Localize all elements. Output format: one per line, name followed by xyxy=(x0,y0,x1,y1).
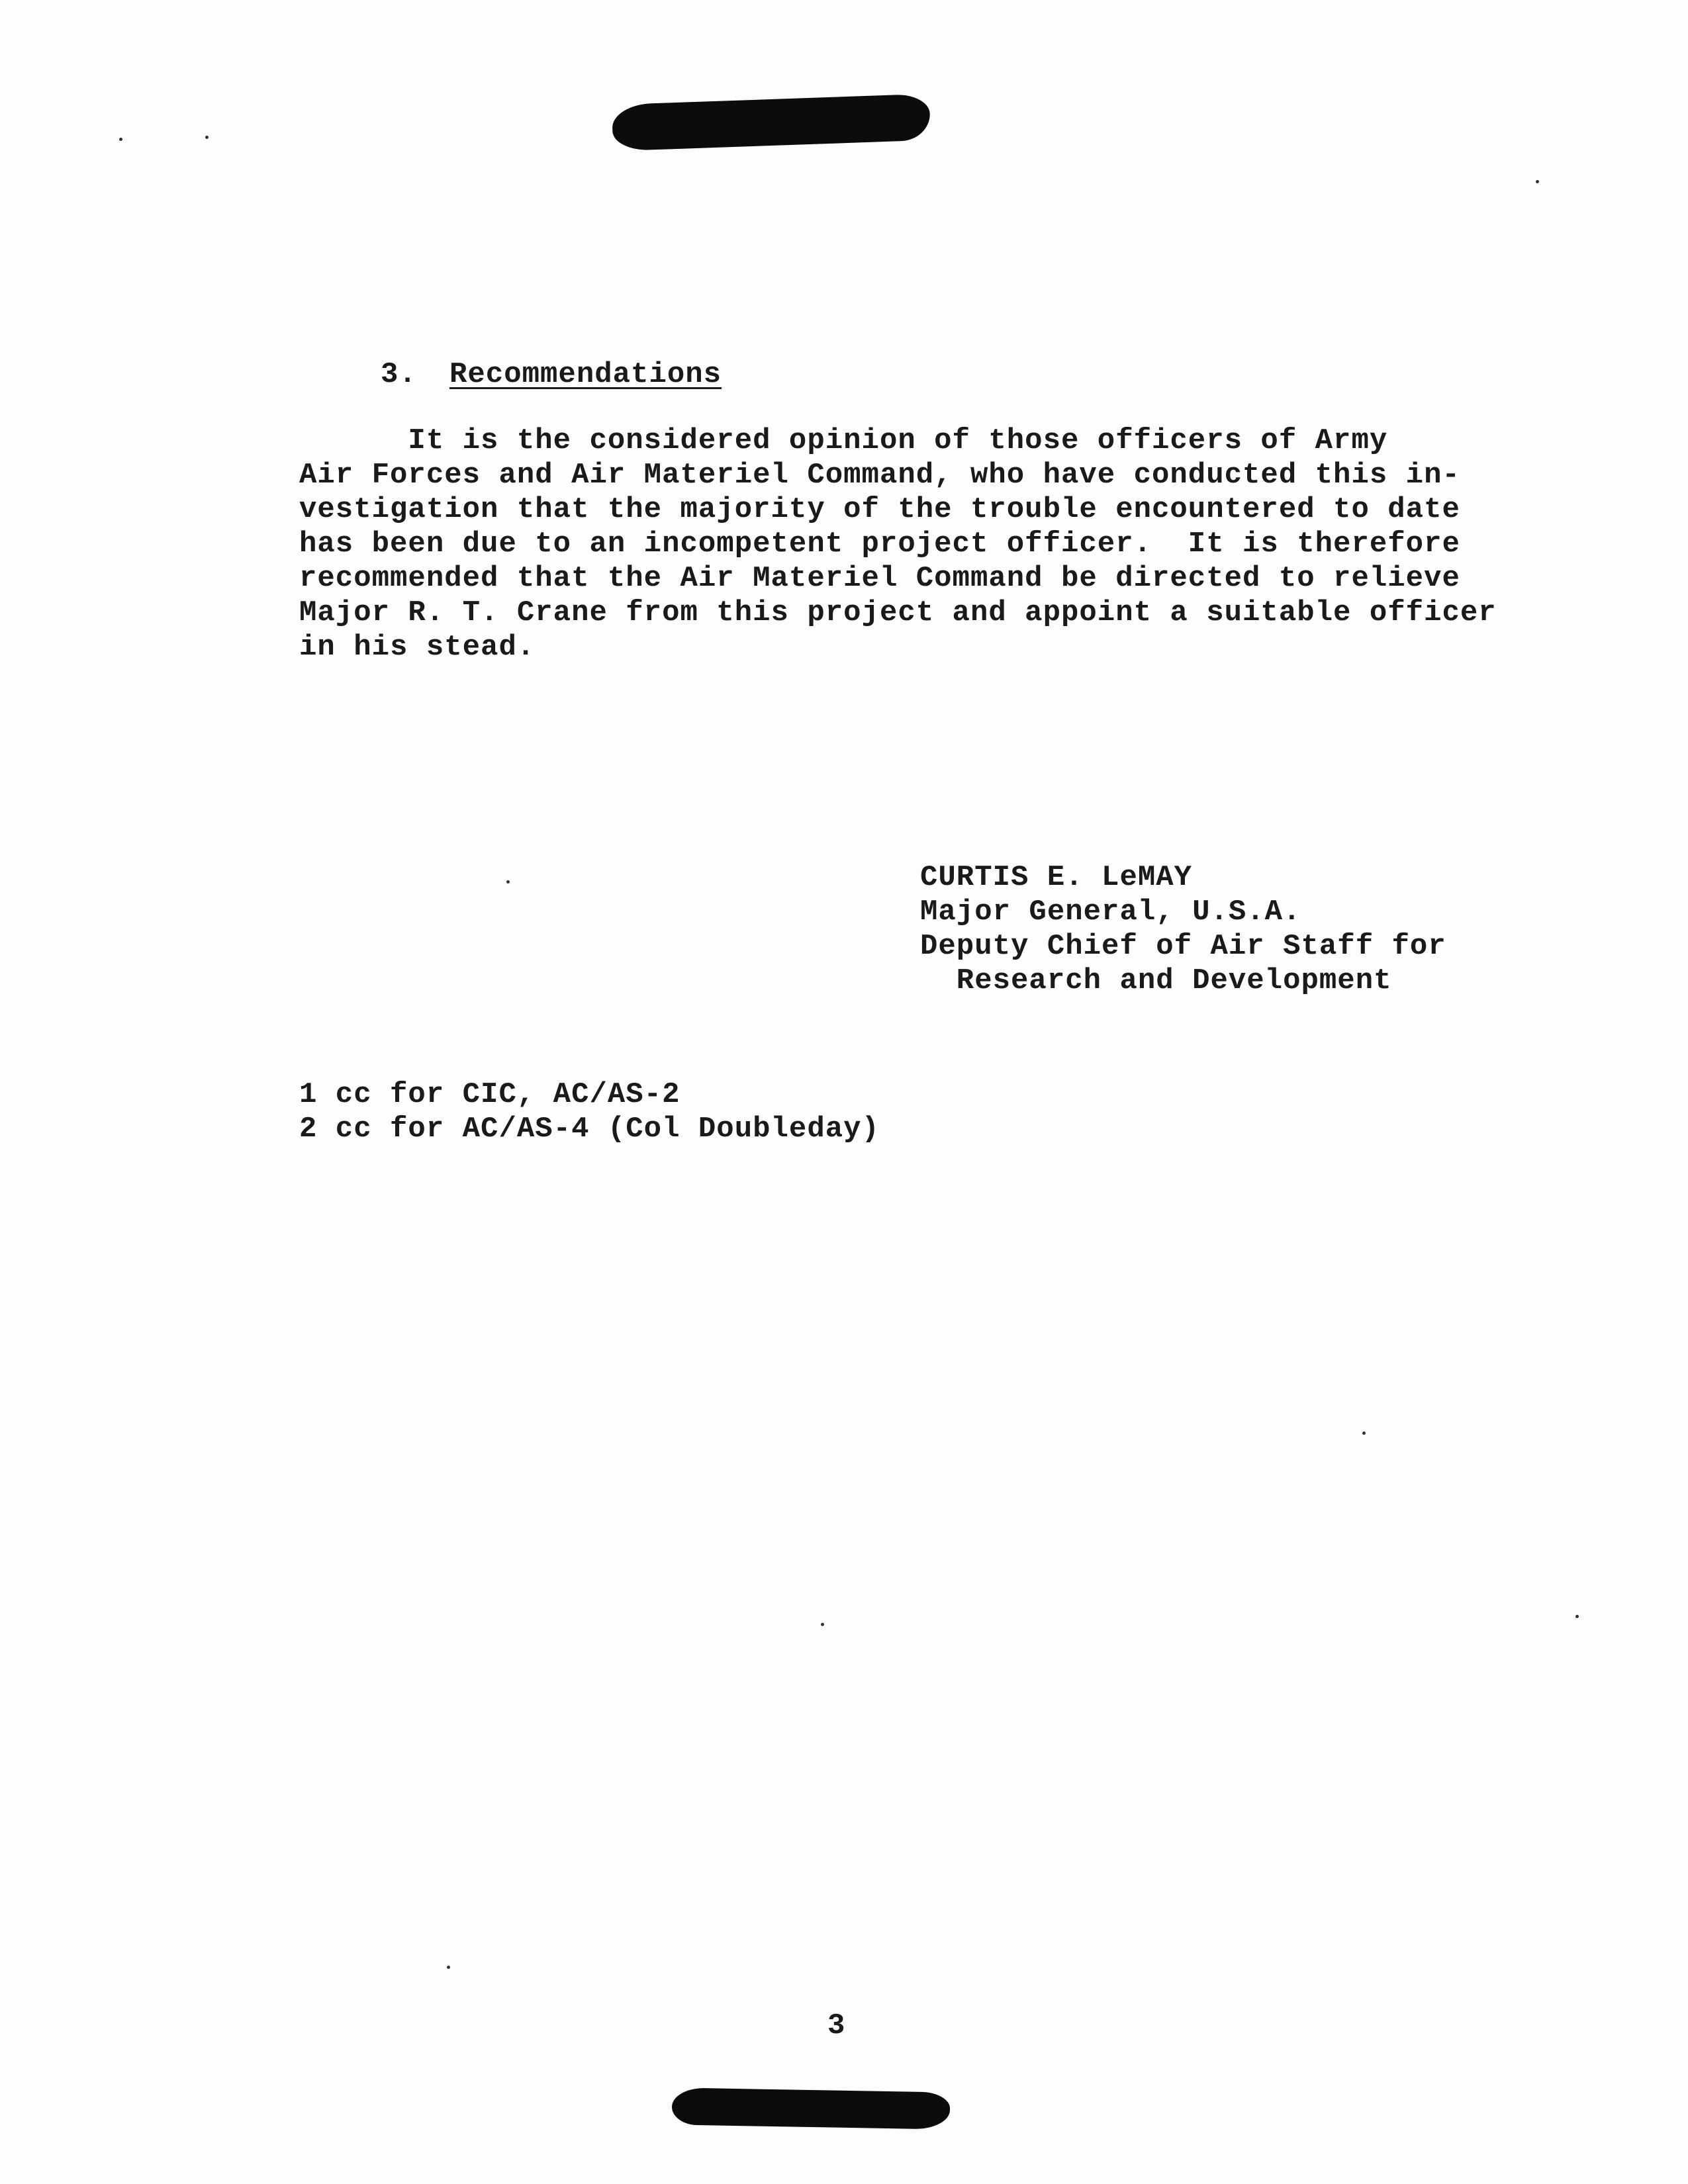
signer-rank: Major General, U.S.A. xyxy=(920,895,1301,929)
page-number: 3 xyxy=(827,2009,845,2042)
redaction-mark-top xyxy=(612,94,931,152)
section-number: 3. xyxy=(381,358,417,391)
paragraph-line: Major R. T. Crane from this project and appoint a suitable officer xyxy=(299,596,1497,629)
distribution-line: 2 cc for AC/AS-4 (Col Doubleday) xyxy=(299,1113,880,1146)
signer-title-line1: Deputy Chief of Air Staff for xyxy=(920,930,1446,963)
section-title: Recommendations xyxy=(449,358,722,391)
paragraph-line: vestigation that the majority of the trouble encountered to date xyxy=(299,493,1460,526)
scan-speck xyxy=(1536,180,1539,183)
scan-speck xyxy=(447,1966,450,1969)
paragraph-line: It is the considered opinion of those officers of Army xyxy=(299,424,1388,457)
signer-title-line2: Research and Development xyxy=(920,964,1392,997)
paragraph-line: in his stead. xyxy=(299,631,536,664)
scan-speck xyxy=(119,138,122,141)
distribution-list xyxy=(299,1077,880,1146)
paragraph-line: Air Forces and Air Materiel Command, who have conducted this in- xyxy=(299,459,1460,492)
scan-speck xyxy=(205,136,209,139)
signature-block xyxy=(920,860,1446,998)
section-heading xyxy=(381,357,722,392)
scan-speck xyxy=(821,1623,824,1626)
scan-speck xyxy=(506,880,510,884)
distribution-line: 1 cc for CIC, AC/AS-2 xyxy=(299,1078,680,1111)
scan-speck xyxy=(1362,1432,1366,1435)
redaction-mark-bottom xyxy=(672,2087,951,2129)
paragraph-line: has been due to an incompetent project officer. It is therefore xyxy=(299,527,1460,561)
scan-speck xyxy=(1575,1615,1579,1618)
paragraph-line: recommended that the Air Materiel Command be directed to relieve xyxy=(299,562,1460,595)
recommendation-paragraph xyxy=(299,424,1497,664)
signer-name: CURTIS E. LeMAY xyxy=(920,861,1193,894)
